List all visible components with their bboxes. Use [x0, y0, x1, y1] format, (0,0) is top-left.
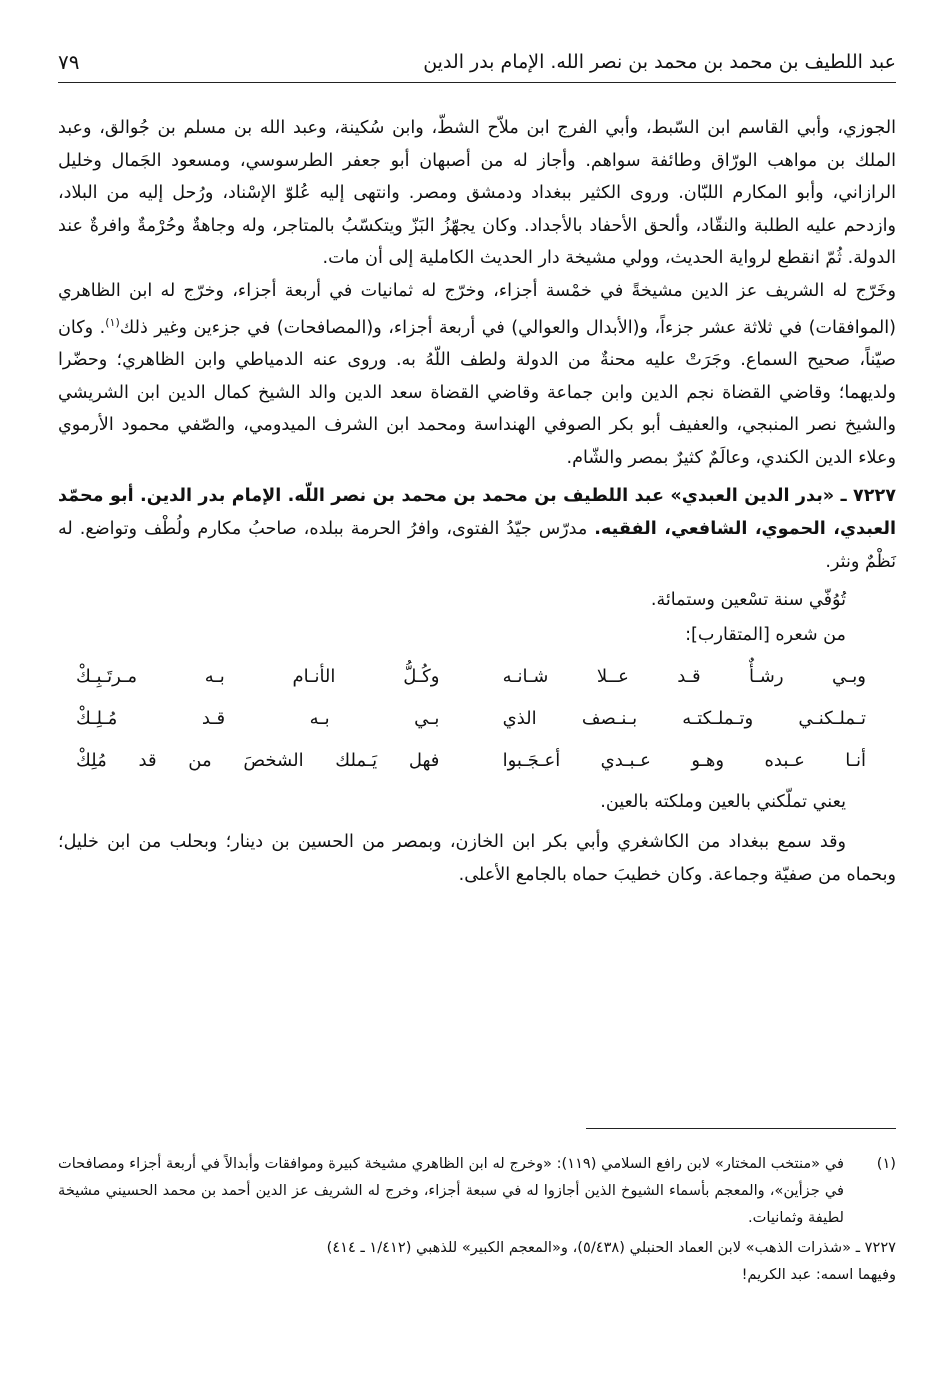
paragraph-works [58, 275, 896, 475]
paragraph-teachers: الجوزي، وأبي القاسم ابن السّبط، وأبي الفرج ابن ملاّح الشطّ، وابن سُكينة، وعبد الله بن مسلم بن جُوالق، وعبد الملك بن مواهب الورّاق وطائفة سواهم. وأجاز له من أصبهان أبو جعفر الطرسوسي، ومسعود الجَمال وخليل الرازاني، وأبو المكارم اللبّان. وروى الكثير ببغداد ودمشق ومصر. وانتهى إليه عُلوّ الإسْناد، ورُحل إليه من البلاد، وازدحم عليه الطلبة والنقّاد، وألحق الأحفاد بالأجداد. وكان يجهّزُ البَزّ ويتكسّبُ بالمتاجر، وله وجاهةٌ وحُرْمةٌ وافرةٌ عند الدولة. ثُمّ انقطع لرواية الحديث، وولي مشيخة دار الحديث الكاملية إلى أن مات. [58, 118, 896, 268]
verse-line [76, 655, 866, 697]
footnote-divider [586, 1128, 896, 1129]
running-title: عبد اللطيف بن محمد بن محمد بن نصر الله. الإمام بدر الدين [423, 51, 896, 73]
footnote-1-text: في «منتخب المختار» لابن رافع السلامي (١١٩): «وخرج له ابن الظاهري مشيخة كبيرة وموافقات وأبدالاً في أربعة أجزاء ومصافحات في جزأين»، والمعجم بأسماء الشيوخ الذين أجازوا له في سبعة أجزاء، وخرج له الشريف عز الدين أحمد بن محمد الحسيني مشيخة لطيفة وثمانيات. [58, 1155, 844, 1226]
footnote-1 [58, 1150, 896, 1231]
page-number: ٧٩ [58, 50, 80, 74]
works-text: وخَرّج له الشريف عز الدين مشيخةً في خمْسة أجزاء، وخرّج له ثمانيات في أربعة أجزاء، وخرّج له ابن الظاهري (الموافقات) في ثلاثة عشر جزءاً، و(الأبدال والعوالي) في أربعة أجزاء، و(المصافحات) في جزءين وغير ذلك [58, 280, 896, 338]
main-text [58, 112, 896, 891]
running-header [58, 42, 896, 83]
verse-first-hemistich: تـملـكنـي وتـملـكتـه بـنـصف الذي [502, 707, 866, 729]
poem-intro: من شعره [المتقارب]: [685, 625, 846, 646]
works-text-continued: . وكان صيّناً، صحيح السماع. وجَرَتْ عليه محنةٌ من الدولة ولطف اللّهُ به. وروى عنه الدمياطي وابن الظاهري؛ وحضّرا ولديهما؛ وقاضي القضاة نجم الدين وابن جماعة وقاضي القضاة سعد الدين والد الشيخ كمال الدين ابن الشريشي والشيخ نصر المنبجي، والعفيف أبو بكر الصوفي الهنداسة ومحمد ابن الشرف الميدومي، والصّفي محمود الأرموي وعلاء الدين الكندي، وعالَمٌ كثيرٌ بمصر والشّام. [58, 317, 896, 468]
book-page [58, 0, 896, 1374]
verse-line [76, 697, 866, 739]
verse-second-hemistich: وكُـلُّ الأنـام بـه مـرتَـبِـكْ [76, 665, 440, 687]
paragraph-hearing: وقد سمع ببغداد من الكاشغري وأبي بكر ابن الخازن، وبمصر من الحسين بن دينار؛ وبحلب من ابن خليل؛ وبحماه من صفيّة وجماعة. وكان خطيبَ حماه بالجامع الأعلى. [58, 832, 896, 885]
verse-line [76, 739, 866, 781]
verse-second-hemistich: فهل يَـملك الشخصَ من قد مُلِكْ [76, 749, 440, 771]
verse-second-hemistich: بـي بـه قـد مُـلِـكْ [76, 707, 440, 729]
entry-heading: ٧٢٢٧ ـ «بدر الدين العبدي» عبد اللطيف بن محمد بن محمد بن نصر اللّه. الإمام بدر الدين. أبو محمّد العبدي، الحموي، الشافعي، الفقيه. [58, 486, 896, 540]
entry-sources: ٧٢٢٧ ـ «شذرات الذهب» لابن العماد الحنبلي (٥/٤٣٨)، و«المعجم الكبير» للذهبي (١/٤١٢ ـ ٤١٤) [326, 1239, 896, 1256]
biography-entry-7227 [58, 480, 896, 579]
poem [58, 655, 896, 781]
death-date: تُوُفّي سنة تسْعين وستمائة. [650, 590, 846, 611]
verse-first-hemistich: وبـي رشـأٌ قـد عــلا شـانـه [502, 665, 866, 687]
verse-first-hemistich: أنـا عـبده وهـو عـبـدي أعـجَـبوا [502, 749, 866, 771]
entry-sources-note: وفيهما اسمه: عبد الكريم! [741, 1266, 896, 1283]
entry-description: مدرّس جيّدُ الفتوى، وافرُ الحرمة ببلده، صاحبُ مكارم ولُطْف وتواضع. له نَظْمٌ ونثر. [58, 519, 896, 573]
poem-explanation: يعني تملّكني بالعين وملكته بالعين. [600, 792, 846, 813]
footnote-reference: (١) [105, 316, 120, 329]
footnotes [58, 1150, 896, 1288]
footnote-1-mark: (١) [876, 1155, 896, 1172]
